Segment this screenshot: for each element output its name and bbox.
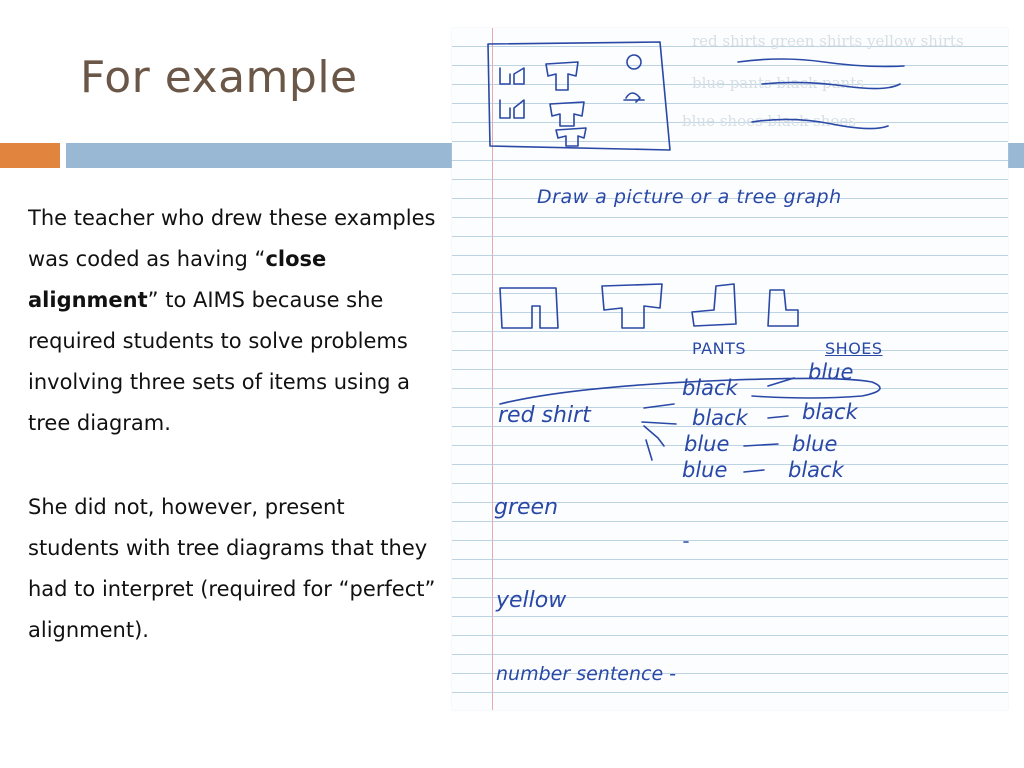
picture-box [488,42,670,150]
slide-title: For example [80,52,358,103]
number-sentence-label: number sentence - [496,663,677,685]
tree-branch [644,404,674,408]
paragraph-1 [28,198,438,444]
shoe-sketch [627,55,641,69]
item-green: green [494,495,559,520]
shirt-icon [546,62,578,90]
tree-shoes-option: blue [792,432,838,456]
tree-root-red-shirt: red shirt [498,403,591,428]
tree-shoes-option: black [788,458,844,482]
paragraph-1-lead: The teacher who drew these examples was coded as having “ [28,206,436,271]
pants-icon [500,68,524,84]
tree-branch [744,444,778,446]
tree-branch [646,440,652,460]
item-yellow: yellow [496,588,567,613]
shoe-drawing [692,284,736,326]
tree-pants-option: blue [684,432,730,456]
body-text [28,198,438,651]
close-alignment-term: close alignment [28,247,327,312]
shoe-drawing [768,290,798,326]
tree-branch [768,416,788,418]
accent-bar-orange [0,143,60,168]
squiggle-line [752,119,888,128]
notebook-page-image [452,28,1008,710]
paragraph-2: She did not, however, present students with tree diagrams that they had to interpret (required for “perfect” alignment). [28,495,436,642]
instruction-text: Draw a picture or a tree graph [537,186,842,208]
column-label-shoes: SHOES [825,339,883,358]
tree-shoes-option: black [802,400,858,424]
column-label-pants: PANTS [692,339,746,358]
bleed-through-text: blue shoes black shoes [682,112,857,130]
tree-branch [744,470,764,472]
tree-pants-option: blue [682,458,728,482]
squiggle-line [738,59,904,67]
tree-pants-option: black [692,406,748,430]
paragraph-1-rest: ” to AIMS because she required students to solve problems involving three sets of items using a tree diagram. [28,288,411,435]
tree-pants-option: black [682,376,738,400]
tree-shoes-option: blue [808,360,854,384]
shirt-icon [550,102,584,126]
squiggle-line [762,82,900,88]
shirt-icon [556,128,586,146]
shoe-sketch [624,93,644,102]
tree-branch [642,422,676,424]
pants-icon [500,100,524,118]
shirt-drawing [602,284,662,328]
bleed-through-text: red shirts green shirts yellow shirts [692,32,964,50]
bleed-through-text: blue pants black pants [692,74,864,92]
pants-drawing [500,288,558,328]
